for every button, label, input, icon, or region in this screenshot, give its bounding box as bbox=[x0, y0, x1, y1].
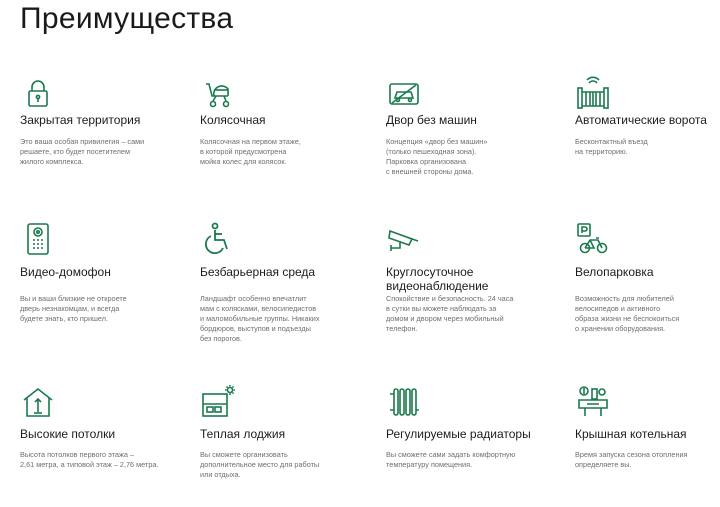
intercom-icon bbox=[20, 221, 56, 257]
feature-description: Колясочная на первом этаже, в которой предусмотрена мойка колес для колясок. bbox=[200, 137, 301, 166]
feature-title: Регулируемые радиаторы bbox=[386, 427, 531, 441]
lock-icon bbox=[20, 76, 56, 112]
boiler-room-icon bbox=[575, 384, 611, 420]
wheelchair-icon bbox=[200, 221, 236, 257]
feature-title: Колясочная bbox=[200, 113, 266, 127]
feature-description: Вы и ваши близкие не откроете дверь незнакомцам, и всегда будете знать, кто пришел. bbox=[20, 294, 127, 323]
feature-title: Автоматические ворота bbox=[575, 113, 707, 127]
feature-description: Высота потолков первого этажа – 2,61 метра, а типовой этаж – 2,76 метра. bbox=[20, 450, 159, 469]
feature-title: Двор без машин bbox=[386, 113, 477, 127]
feature-description: Время запуска сезона отопления определяете вы. bbox=[575, 450, 688, 469]
high-ceiling-icon bbox=[20, 384, 56, 420]
feature-title: Высокие потолки bbox=[20, 427, 116, 441]
feature-description: Концепция «двор без машин» (только пешеходная зона). Парковка организована с внешней стороны дома. bbox=[386, 137, 488, 176]
feature-title: Крышная котельная bbox=[575, 427, 687, 441]
cctv-camera-icon bbox=[386, 221, 422, 257]
radiator-icon bbox=[386, 384, 422, 420]
feature-description: Вы сможете сами задать комфортную температуру помещения. bbox=[386, 450, 516, 469]
feature-description: Возможность для любителей велосипедов и активного образа жизни не беспокоиться о хранении оборудования. bbox=[575, 294, 680, 333]
feature-title: Круглосуточное видеонаблюдение bbox=[386, 265, 489, 293]
warm-loggia-icon bbox=[200, 384, 236, 420]
stroller-icon bbox=[200, 76, 236, 112]
feature-title: Велопарковка bbox=[575, 265, 654, 279]
feature-title: Теплая лоджия bbox=[200, 427, 286, 441]
feature-title: Закрытая территория bbox=[20, 113, 141, 127]
page-title: Преимущества bbox=[20, 2, 234, 35]
no-cars-icon bbox=[386, 76, 422, 112]
automatic-gate-icon bbox=[575, 76, 611, 112]
feature-description: Ландшафт особенно впечатлит мам с колясками, велосипедистов и маломобильные группы. Никаких бордюров, выступов и подъезды без порогов. bbox=[200, 294, 320, 343]
bike-parking-icon bbox=[575, 221, 611, 257]
feature-description: Вы сможете организовать дополнительное место для работы или отдыха. bbox=[200, 450, 320, 479]
feature-description: Это ваша особая привилегия – сами решаете, кто будет посетителем жилого комплекса. bbox=[20, 137, 145, 166]
feature-title: Безбарьерная среда bbox=[200, 265, 316, 279]
feature-description: Бесконтактный въезд на территорию. bbox=[575, 137, 648, 156]
feature-title: Видео-домофон bbox=[20, 265, 111, 279]
feature-description: Спокойствие и безопасность. 24 часа в сутки вы можете наблюдать за домом и двором через мобильный телефон. bbox=[386, 294, 514, 333]
